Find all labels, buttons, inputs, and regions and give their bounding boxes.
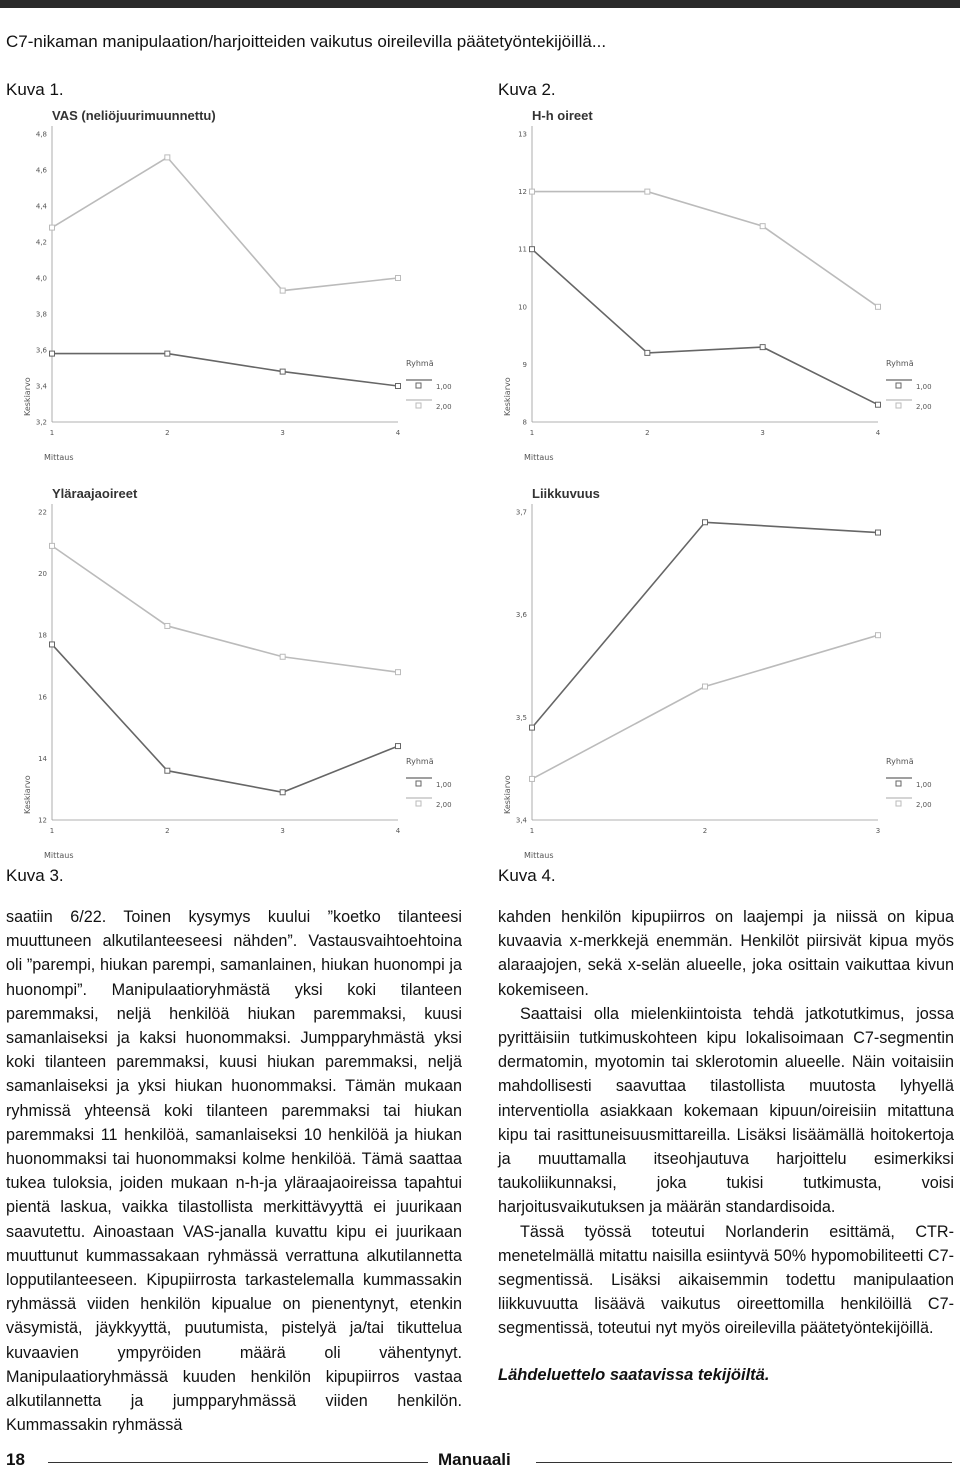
x-tick-label: 3 bbox=[875, 827, 881, 835]
x-tick-label: 2 bbox=[165, 827, 170, 835]
chart-title: VAS (neliöjuurimuunnettu) bbox=[52, 108, 216, 123]
legend-marker bbox=[896, 781, 901, 786]
y-tick-label: 18 bbox=[38, 631, 47, 640]
series-line bbox=[532, 522, 878, 727]
y-tick-label: 12 bbox=[518, 188, 527, 197]
y-tick-label: 20 bbox=[38, 570, 47, 579]
x-tick-label: 1 bbox=[529, 429, 535, 437]
data-point bbox=[165, 623, 170, 628]
paragraph: Tässä työssä toteutui Norlanderin esittämä, CTR-menetelmällä mitattu naisilla esiintyvä 50% hypomobiliteetti C7-segmentissä. Lisäksi aikaisemmin todettu manipulaation liikkuvuutta lisäävä vaikutus oireettomilla henkilöillä C7-segmentissä, toteutui nyt myös oireilevilla päätetyöntekijöillä. bbox=[498, 1222, 954, 1338]
footer-rule bbox=[48, 1462, 428, 1463]
references-note: Lähdeluettelo saatavissa tekijöiltä. bbox=[498, 1365, 770, 1384]
chart-title: H-h oireet bbox=[532, 108, 593, 123]
x-tick-label: 4 bbox=[875, 429, 881, 437]
y-tick-label: 4,0 bbox=[35, 274, 47, 283]
chart-liikkuvuus bbox=[480, 482, 950, 867]
x-tick-label: 1 bbox=[529, 827, 535, 835]
data-point bbox=[645, 189, 650, 194]
data-point bbox=[703, 684, 708, 689]
legend-label: 1,00 bbox=[436, 383, 452, 391]
data-point bbox=[876, 633, 881, 638]
y-axis-label: Keskiarvo bbox=[503, 775, 512, 814]
caption-kuva-2: Kuva 2. bbox=[498, 80, 556, 99]
right-text-column bbox=[498, 905, 954, 1387]
x-tick-label: 1 bbox=[49, 429, 55, 437]
y-tick-label: 11 bbox=[518, 245, 527, 254]
series-line bbox=[532, 249, 878, 405]
data-point bbox=[50, 642, 55, 647]
y-tick-label: 3,5 bbox=[515, 713, 527, 722]
x-axis-label: Mittaus bbox=[44, 453, 74, 462]
legend-title: Ryhmä bbox=[406, 359, 434, 368]
data-point bbox=[530, 247, 535, 252]
x-tick-label: 2 bbox=[165, 429, 170, 437]
data-point bbox=[760, 345, 765, 350]
legend-title: Ryhmä bbox=[886, 359, 914, 368]
chart-title: Yläraajaoireet bbox=[52, 486, 138, 501]
data-point bbox=[760, 224, 765, 229]
y-tick-label: 10 bbox=[518, 303, 527, 312]
page-footer bbox=[0, 1450, 960, 1474]
page-number: 18 bbox=[6, 1450, 25, 1469]
data-point bbox=[876, 530, 881, 535]
data-point bbox=[280, 790, 285, 795]
top-rule bbox=[0, 0, 960, 8]
y-tick-label: 4,8 bbox=[35, 130, 47, 139]
data-point bbox=[280, 654, 285, 659]
legend-label: 1,00 bbox=[916, 781, 932, 789]
legend-marker bbox=[416, 403, 421, 408]
x-tick-label: 3 bbox=[760, 429, 765, 437]
paragraph: saatiin 6/22. Toinen kysymys kuului ”koetko tilanteesi muuttuneen alkutilanteeseesi nähden”. Vastausvaihtoehtoina oli ”parempi, hiukan parempi, samanlainen, hiukan huonompi ja huonompi”. Manipulaatioryhmästä yksi koki tilanteen paremmaksi, neljä henkilöä hiukan paremmaksi, kuusi samanlaiseksi ja kaksi huonommaksi. Jumpparyhmästä yksi koki tilanteen paremmaksi, kuusi hiukan paremmaksi, neljä samanlaiseksi ja yksi hiukan huonommaksi. Tämän mukaan ryhmissä yhteensä koki tilanteen paremmaksi tai hiukan paremmaksi 11 henkilöä, samanlaiseksi 10 henkilöä ja hiukan huonommaksi tai huonommaksi kolme henkilöä. Tämä saattaa tukea tuloksia, joiden mukaan n-h-ja yläraajaoireissa tapahtui pientä laskua, vaikka tilastollista merkittävyyttä ei juurikaan saavutettu. Ainoastaan VAS-janalla kuvattu kipu ei juurikaan muuttunut kummassakaan ryhmässä verrattuna alkutilannetta lopputilanteeseen. Kipupiirrosta tarkastelemalla kummassakin ryhmässä viiden henkilön kipualue on pienentynyt, etenkin väsymistä, jäykkyyttä, puutumista, pistelyä ja/tai tikuttelua kuvaavien ympyröiden määrä oli vähentynyt. Manipulaatioryhmässä kuuden henkilön kipupiirros vastaa alkutilannetta ja jumpparyhmässä viiden henkilön. Kummassakin ryhmässä bbox=[6, 908, 462, 1435]
data-point bbox=[703, 520, 708, 525]
data-point bbox=[280, 369, 285, 374]
legend-label: 2,00 bbox=[916, 403, 932, 411]
legend-marker bbox=[896, 403, 901, 408]
y-axis-label: Keskiarvo bbox=[23, 775, 32, 814]
y-tick-label: 13 bbox=[518, 130, 527, 139]
y-axis-label: Keskiarvo bbox=[503, 377, 512, 416]
legend-marker bbox=[416, 781, 421, 786]
x-tick-label: 2 bbox=[702, 827, 708, 835]
chart-vas bbox=[0, 104, 470, 469]
data-point bbox=[396, 670, 401, 675]
data-point bbox=[165, 351, 170, 356]
series-line bbox=[52, 546, 398, 672]
data-point bbox=[530, 725, 535, 730]
legend-label: 1,00 bbox=[436, 781, 452, 789]
data-point bbox=[50, 225, 55, 230]
data-point bbox=[396, 744, 401, 749]
left-text-column bbox=[6, 905, 462, 1437]
data-point bbox=[876, 402, 881, 407]
legend-marker bbox=[416, 801, 421, 806]
y-tick-label: 14 bbox=[38, 754, 47, 763]
series-line bbox=[52, 354, 398, 386]
legend-title: Ryhmä bbox=[886, 757, 914, 766]
x-axis-label: Mittaus bbox=[524, 851, 554, 860]
data-point bbox=[165, 768, 170, 773]
series-line bbox=[532, 192, 878, 307]
y-tick-label: 3,7 bbox=[515, 508, 527, 517]
y-tick-label: 3,6 bbox=[515, 611, 527, 620]
data-point bbox=[530, 776, 535, 781]
y-tick-label: 4,2 bbox=[35, 238, 47, 247]
legend-marker bbox=[896, 383, 901, 388]
data-point bbox=[645, 350, 650, 355]
y-tick-label: 3,4 bbox=[515, 816, 527, 825]
y-tick-label: 3,2 bbox=[35, 418, 47, 427]
x-axis-label: Mittaus bbox=[524, 453, 554, 462]
chart-hh-oireet bbox=[480, 104, 950, 469]
legend-marker bbox=[416, 383, 421, 388]
legend-label: 2,00 bbox=[916, 801, 932, 809]
data-point bbox=[165, 155, 170, 160]
series-line bbox=[532, 635, 878, 779]
caption-kuva-3: Kuva 3. bbox=[6, 866, 64, 885]
data-point bbox=[50, 351, 55, 356]
y-axis-label: Keskiarvo bbox=[23, 377, 32, 416]
page-header: C7-nikaman manipulaation/harjoitteiden vaikutus oireilevilla päätetyöntekijöillä... bbox=[6, 32, 607, 51]
series-line bbox=[52, 644, 398, 792]
x-tick-label: 3 bbox=[280, 429, 285, 437]
y-tick-label: 4,4 bbox=[35, 202, 47, 211]
x-tick-label: 4 bbox=[395, 827, 401, 835]
y-tick-label: 16 bbox=[38, 693, 47, 702]
y-tick-label: 3,8 bbox=[35, 310, 47, 319]
data-point bbox=[50, 543, 55, 548]
magazine-name: Manuaali bbox=[438, 1450, 511, 1469]
y-tick-label: 3,4 bbox=[35, 382, 47, 391]
caption-kuva-4: Kuva 4. bbox=[498, 866, 556, 885]
x-tick-label: 4 bbox=[395, 429, 401, 437]
data-point bbox=[396, 384, 401, 389]
paragraph: kahden henkilön kipupiirros on laajempi ja niissä on kipua kuvaavia x-merkkejä enemmän. Henkilöt piirsivät kipua myös alaraajojen, sekä x-selän alueelle, joka osittain vaikuttaa kivun kokemiseen. bbox=[498, 908, 954, 999]
legend-title: Ryhmä bbox=[406, 757, 434, 766]
x-axis-label: Mittaus bbox=[44, 851, 74, 860]
chart-title: Liikkuvuus bbox=[532, 486, 600, 501]
legend-label: 2,00 bbox=[436, 801, 452, 809]
y-tick-label: 22 bbox=[38, 508, 47, 517]
legend-marker bbox=[896, 801, 901, 806]
x-tick-label: 1 bbox=[49, 827, 55, 835]
x-tick-label: 3 bbox=[280, 827, 285, 835]
chart-ylaraajaoireet bbox=[0, 482, 470, 867]
y-tick-label: 12 bbox=[38, 816, 47, 825]
y-tick-label: 4,6 bbox=[35, 166, 47, 175]
footer-rule bbox=[536, 1462, 952, 1463]
y-tick-label: 8 bbox=[522, 418, 527, 427]
legend-label: 2,00 bbox=[436, 403, 452, 411]
x-tick-label: 2 bbox=[645, 429, 650, 437]
y-tick-label: 9 bbox=[522, 360, 527, 369]
y-tick-label: 3,6 bbox=[35, 346, 47, 355]
paragraph: Saattaisi olla mielenkiintoista tehdä jatkotutkimus, jossa pyrittäisiin tutkimuskohteen kipu lokalisoimaan C7-segmentin dermatomin, myotomin tai sklerotomin alueelle. Näin voitaisiin mahdollisesti saavuttaa tilastollista muutosta lyhyellä interventiolla asiakkaan kokemaan kipuun/oireisiin mitattuna kipu tai rasittuneisuusmittareilla. Lisäksi lisäämällä hoitokertoja ja muuttamalla itseohjautuva harjoittelu esimerkiksi taukoliikunnaksi, joka tukisi tutkimusta, voisi harjoitusvaikutuksen ja määrän standardisoida. bbox=[498, 1004, 954, 1217]
data-point bbox=[396, 276, 401, 281]
data-point bbox=[530, 189, 535, 194]
caption-kuva-1: Kuva 1. bbox=[6, 80, 64, 99]
series-line bbox=[52, 157, 398, 290]
data-point bbox=[876, 304, 881, 309]
legend-label: 1,00 bbox=[916, 383, 932, 391]
data-point bbox=[280, 288, 285, 293]
